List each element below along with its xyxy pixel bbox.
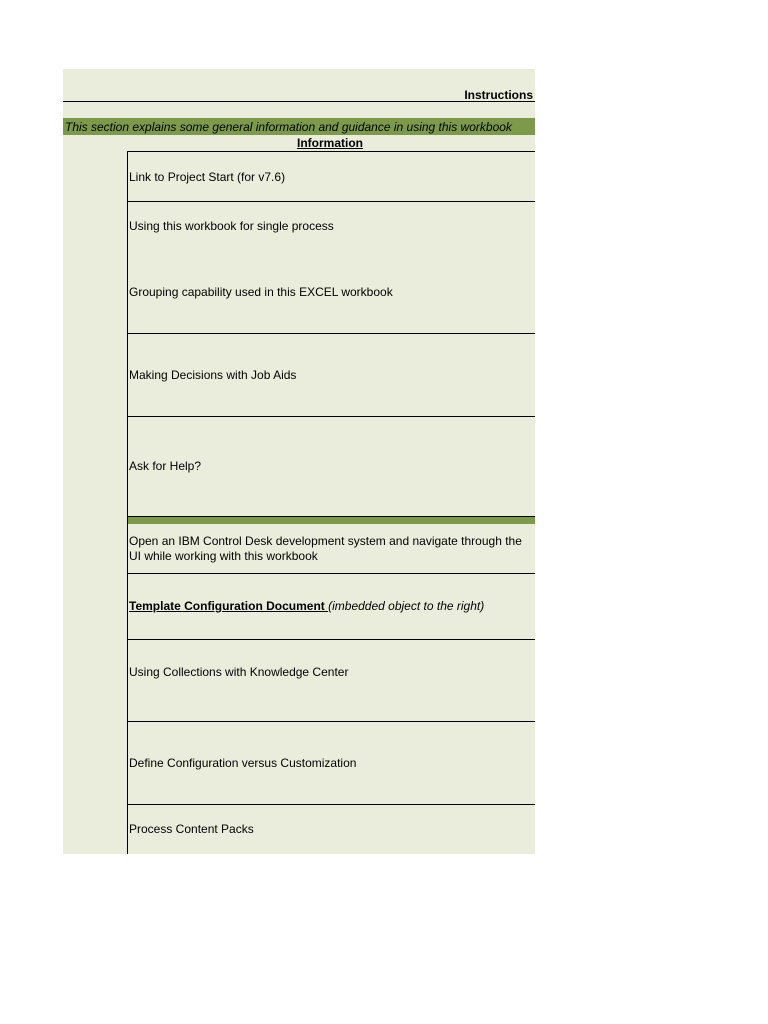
section-separator-band [128, 516, 535, 524]
row-divider [128, 416, 535, 417]
info-item-collections: Using Collections with Knowledge Center [129, 665, 349, 679]
row-divider [128, 804, 535, 805]
info-item-content-packs: Process Content Packs [129, 822, 254, 836]
info-item-config-vs-customization: Define Configuration versus Customization [129, 756, 357, 770]
left-column-border [127, 151, 128, 854]
title-row [63, 69, 535, 102]
row-divider [128, 573, 535, 574]
worksheet [63, 69, 535, 854]
info-item-open-control-desk: Open an IBM Control Desk development system and navigate through the UI while working with this workbook [129, 534, 522, 563]
info-item-job-aids: Making Decisions with Job Aids [129, 368, 297, 382]
section-banner [63, 118, 535, 135]
info-item-template-config [129, 599, 529, 614]
row-divider [128, 151, 535, 152]
information-header: Information [297, 136, 363, 150]
row-divider [128, 639, 535, 640]
info-item-grouping-capability: Grouping capability used in this EXCEL workbook [129, 285, 393, 299]
row-divider [128, 721, 535, 722]
info-item-project-start-link[interactable]: Link to Project Start (for v7.6) [129, 170, 286, 184]
info-item-ask-for-help: Ask for Help? [129, 459, 202, 473]
imbedded-object-note: (imbedded object to the right) [328, 599, 485, 613]
banner-text: This section explains some general information and guidance in using this workbook [65, 120, 512, 134]
row-divider [128, 201, 535, 202]
row-divider [128, 333, 535, 334]
sheet-title: Instructions [464, 88, 533, 102]
template-configuration-link[interactable]: Template Configuration Document [129, 599, 329, 613]
info-item-single-process: Using this workbook for single process [129, 219, 334, 233]
